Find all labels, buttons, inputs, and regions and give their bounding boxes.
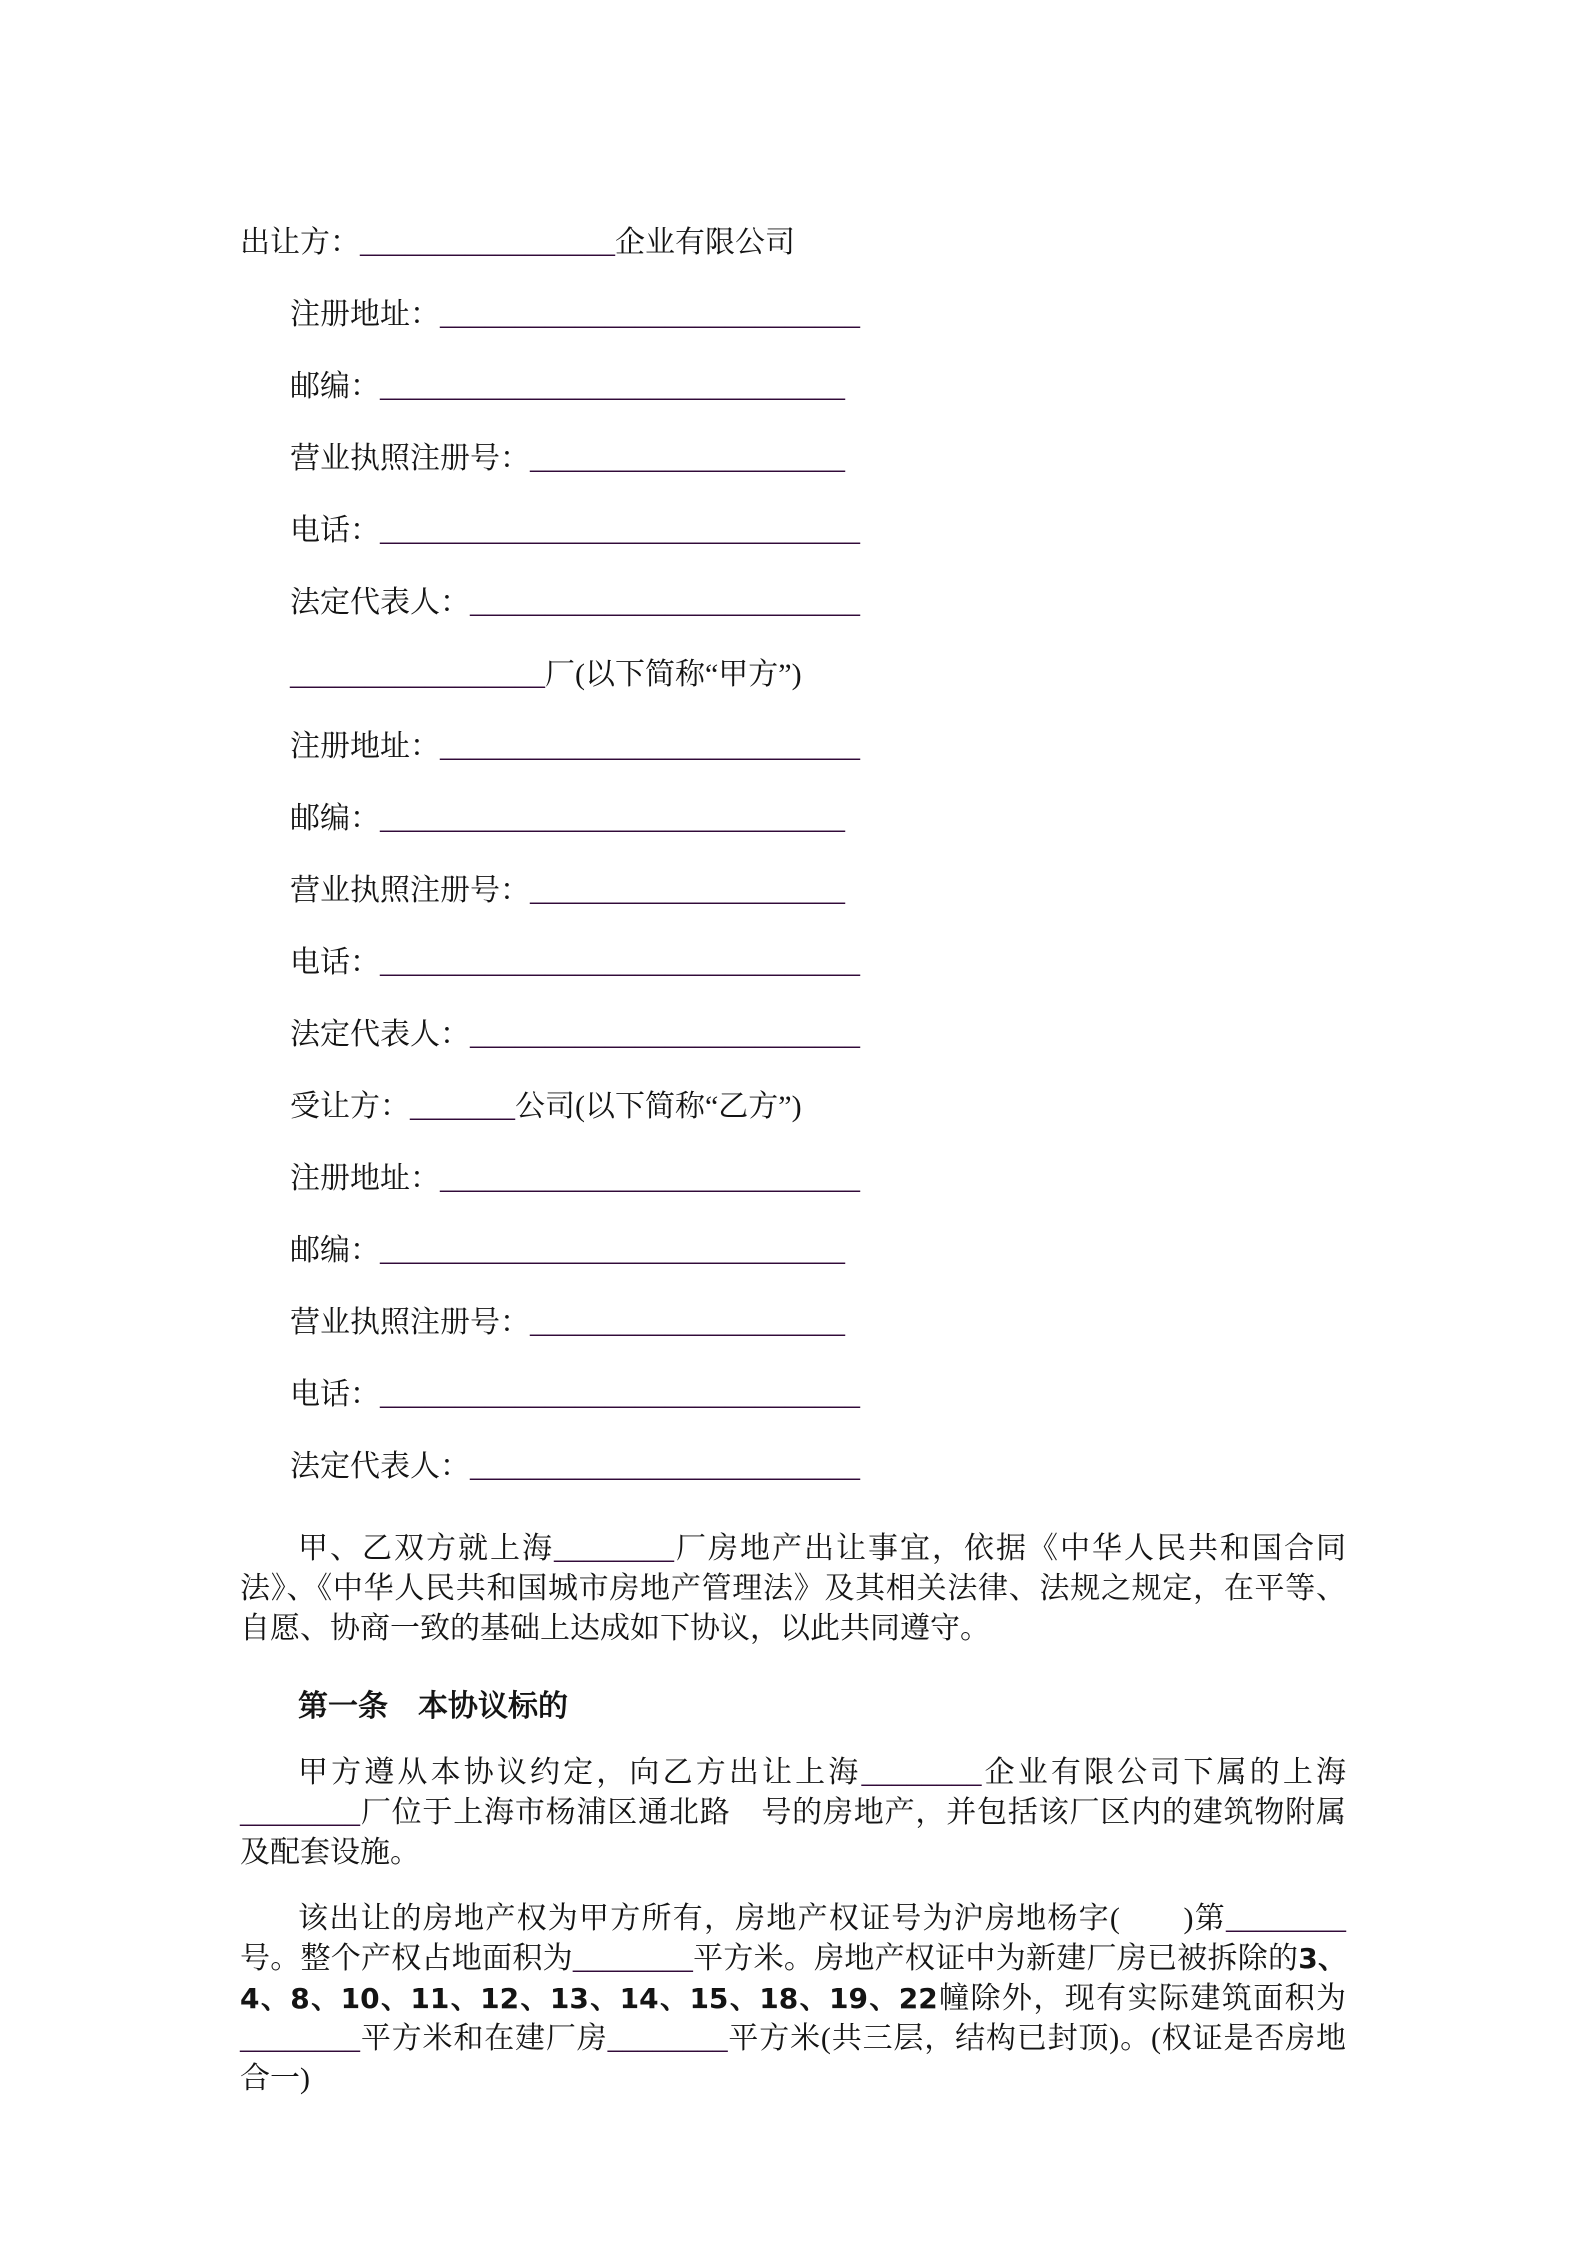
field-label: 邮编： bbox=[290, 802, 380, 835]
form-row bbox=[240, 279, 1346, 351]
text-run: 企业有限公司下属的上海 bbox=[981, 1756, 1347, 1789]
text-run: 幢除外，现有实际建筑面积为 bbox=[937, 1982, 1347, 2015]
field-label: 法定代表人： bbox=[290, 1018, 470, 1051]
blank-line: ____________________________ bbox=[440, 1162, 860, 1195]
form-row bbox=[240, 1215, 1346, 1287]
inline-blank-line: ________ bbox=[1226, 1902, 1346, 1935]
blank-line: ________________________________ bbox=[380, 1378, 860, 1411]
inline-blank-line: ________ bbox=[240, 2022, 360, 2055]
form-row bbox=[240, 351, 1346, 423]
blank-line: ________________________________ bbox=[380, 514, 860, 547]
inline-blank-line: ________ bbox=[572, 1942, 693, 1975]
field-label: 法定代表人： bbox=[290, 586, 470, 619]
inline-blank-line: ________ bbox=[554, 1532, 674, 1565]
field-label: 营业执照注册号： bbox=[290, 442, 530, 475]
blank-line: _____________________ bbox=[530, 874, 845, 907]
field-suffix: 企业有限公司 bbox=[615, 226, 795, 259]
field-label: 出让方： bbox=[240, 226, 360, 259]
field-label: 营业执照注册号： bbox=[290, 874, 530, 907]
blank-line: __________________________ bbox=[470, 586, 860, 619]
form-row bbox=[240, 1287, 1346, 1359]
text-run: 第一条 本协议标的 bbox=[298, 1690, 568, 1723]
form-row bbox=[240, 1431, 1346, 1503]
field-label: 法定代表人： bbox=[290, 1450, 470, 1483]
form-row bbox=[240, 495, 1346, 567]
text-run: 甲方遵从本协议约定，向乙方出让上海 bbox=[298, 1756, 862, 1789]
text-run: 号。整个产权占地面积为 bbox=[240, 1942, 573, 1975]
text-run: 平方米(共三层，结构已封顶)。(权证是否房地合一) bbox=[240, 2022, 1346, 2095]
party-info-section bbox=[240, 207, 1346, 1503]
field-label: 受让方： bbox=[290, 1090, 410, 1123]
text-run: 平方米。房地产权证中为新建厂房已被拆除的 bbox=[692, 1942, 1299, 1975]
blank-line: ____________________________ bbox=[440, 730, 860, 763]
paragraph bbox=[240, 1899, 1346, 2099]
paragraph bbox=[240, 1753, 1346, 1873]
blank-line: _______________________________ bbox=[380, 1234, 845, 1267]
text-run: 该出让的房地产权为甲方所有，房地产权证号为沪房地杨字( )第 bbox=[298, 1902, 1226, 1935]
blank-line: _________________ bbox=[290, 658, 545, 691]
blank-line: _______ bbox=[410, 1090, 515, 1123]
inline-blank-line: ________ bbox=[240, 1796, 360, 1829]
form-row bbox=[240, 927, 1346, 999]
form-row bbox=[240, 639, 1346, 711]
form-row bbox=[240, 855, 1346, 927]
blank-line: ____________________________ bbox=[440, 298, 860, 331]
paragraph bbox=[240, 1529, 1346, 1649]
form-row bbox=[240, 711, 1346, 783]
field-suffix: 厂(以下简称“甲方”) bbox=[545, 658, 802, 691]
blank-line: _______________________________ bbox=[380, 370, 845, 403]
field-label: 注册地址： bbox=[290, 730, 440, 763]
form-row bbox=[240, 1143, 1346, 1215]
form-row bbox=[240, 1359, 1346, 1431]
field-suffix: 公司(以下简称“乙方”) bbox=[515, 1090, 802, 1123]
text-run: 厂房地产出让事宜，依据《中华人民共和国合同法》、《中华人民共和国城市房地产管理法》及其相关法律、法规之规定，在平等、自愿、协商一致的基础上达成如下协议，以此共同遵守。 bbox=[240, 1532, 1346, 1645]
blank-line: _____________________ bbox=[530, 1306, 845, 1339]
field-label: 邮编： bbox=[290, 1234, 380, 1267]
inline-blank-line: ________ bbox=[607, 2022, 728, 2055]
blank-line: __________________________ bbox=[470, 1450, 860, 1483]
text-run: 厂位于上海市杨浦区通北路 号的房地产，并包括该厂区内的建筑物附属及配套设施。 bbox=[240, 1796, 1346, 1869]
article-heading bbox=[240, 1687, 1346, 1727]
field-label: 营业执照注册号： bbox=[290, 1306, 530, 1339]
text-run: 平方米和在建厂房 bbox=[360, 2022, 608, 2055]
form-row bbox=[240, 207, 1346, 279]
field-label: 邮编： bbox=[290, 370, 380, 403]
form-row bbox=[240, 783, 1346, 855]
form-row bbox=[240, 1071, 1346, 1143]
field-label: 注册地址： bbox=[290, 1162, 440, 1195]
text-run: 甲、乙双方就上海 bbox=[298, 1532, 554, 1565]
inline-blank-line: ________ bbox=[861, 1756, 982, 1789]
building-numbers: 3、4、8、10、11、12、13、14、15、18、19、22 bbox=[240, 1942, 1347, 2015]
form-row bbox=[240, 999, 1346, 1071]
blank-line: _________________ bbox=[360, 226, 615, 259]
field-label: 电话： bbox=[290, 1378, 380, 1411]
field-label: 电话： bbox=[290, 514, 380, 547]
blank-line: _____________________ bbox=[530, 442, 845, 475]
blank-line: ________________________________ bbox=[380, 946, 860, 979]
agreement-text-section bbox=[240, 1529, 1346, 2099]
form-row bbox=[240, 423, 1346, 495]
blank-line: _______________________________ bbox=[380, 802, 845, 835]
field-label: 电话： bbox=[290, 946, 380, 979]
form-row bbox=[240, 567, 1346, 639]
field-label: 注册地址： bbox=[290, 298, 440, 331]
blank-line: __________________________ bbox=[470, 1018, 860, 1051]
